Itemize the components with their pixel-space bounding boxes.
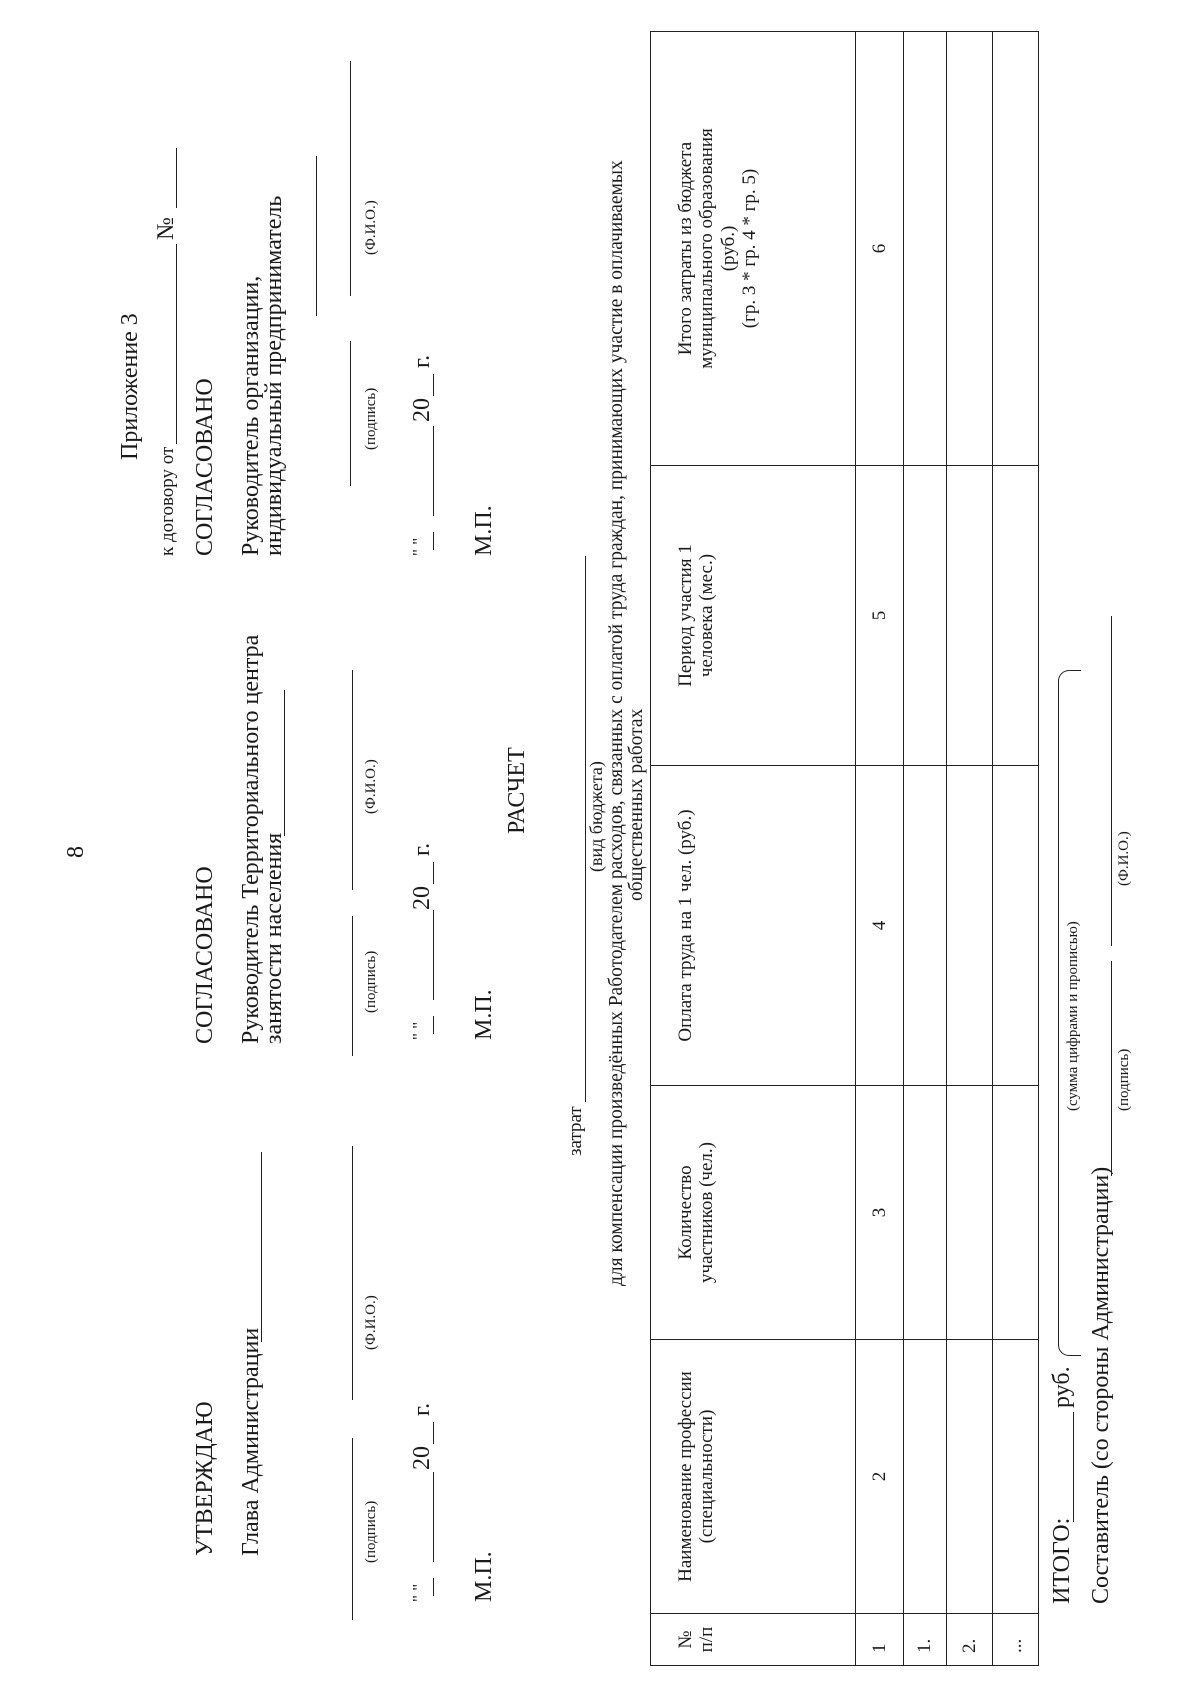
col-header-total-l1: Итого затраты из бюджета: [675, 141, 696, 356]
agreed-org-sign-line: [350, 341, 351, 486]
table-header-row: [651, 32, 856, 1666]
agreed-org-position-2: индивидуальный предприниматель: [261, 195, 287, 556]
contract-date-line: [176, 244, 177, 444]
approve-sign-line: [352, 1438, 353, 1620]
approve-sign-label: (подпись): [363, 1500, 379, 1563]
agreed-center-month-line: [433, 910, 434, 1000]
agreed-org-stamp: М.П.: [471, 505, 497, 556]
col-header-period-l1: Период участия 1: [675, 544, 696, 687]
table-numbering-row: [856, 32, 904, 1666]
table-cell: [947, 1086, 993, 1340]
numbering-cell: 6: [856, 32, 904, 466]
col-header-total: [651, 32, 856, 466]
contract-prefix: к договору от: [157, 446, 178, 556]
agreed-org-heading: СОГЛАСОВАНО: [192, 378, 218, 556]
agreed-center-position-1: Руководитель Территориального центра: [238, 634, 264, 1044]
agreed-org-month-line: [433, 426, 434, 516]
table-cell: 1.: [904, 1614, 947, 1666]
calc-purpose-1: для компенсации произведённых Работодателем расходов, связанных с оплатой труда граждан, принимающих участие в оплачиваемых: [606, 160, 627, 1286]
table-row: [947, 32, 993, 1666]
approve-name-label: (Ф.И.О.): [363, 1295, 379, 1350]
compiler-sign-line: [1111, 961, 1112, 1176]
table-cell: [993, 1086, 1039, 1340]
table-cell: [947, 32, 993, 466]
agreed-center-year-suffix: г.: [409, 842, 435, 856]
agreed-org-year-line: [433, 374, 434, 396]
approve-date-quotes: " ": [409, 1583, 428, 1602]
table-cell: [904, 1340, 947, 1614]
compiler-sign-label: (подпись): [1116, 1048, 1132, 1111]
agreed-center-date-quotes: " ": [409, 1021, 428, 1040]
agreed-center-year-line: [433, 862, 434, 884]
col-header-pay: [651, 766, 856, 1086]
approve-month-line: [433, 1472, 434, 1562]
agreed-org-name-label: (Ф.И.О.): [363, 200, 379, 255]
agreed-center-heading: СОГЛАСОВАНО: [192, 866, 218, 1044]
numbering-cell: 3: [856, 1086, 904, 1340]
approve-heading: УТВЕРЖДАЮ: [192, 1401, 218, 1556]
table-cell: [993, 32, 1039, 466]
contract-number-line: [176, 148, 177, 208]
agreed-center-position-2: занятости населения: [261, 832, 287, 1044]
approve-position-line: [261, 1152, 262, 1342]
col-header-number-l1: №: [675, 1630, 696, 1649]
total-words-line: [1058, 681, 1059, 1346]
agreed-org-year-prefix: 20: [409, 398, 435, 422]
col-header-participants-l1: Количество: [675, 1165, 696, 1260]
approve-name-line: [352, 1146, 353, 1400]
agreed-center-sign-label: (подпись): [363, 950, 379, 1013]
calc-purpose-2: общественных работах: [626, 708, 647, 901]
agreed-org-day-line: [433, 532, 434, 550]
total-amount-line: [1073, 1412, 1074, 1522]
table-cell: [993, 766, 1039, 1086]
table-cell: 2.: [947, 1614, 993, 1666]
col-header-participants: [651, 1086, 856, 1340]
table-cell: [947, 766, 993, 1086]
approve-year-prefix: 20: [409, 1446, 435, 1470]
table-cell: [993, 466, 1039, 766]
compiler-name-label: (Ф.И.О.): [1116, 831, 1132, 886]
agreed-org-date-quotes: " ": [409, 537, 428, 556]
attachment-title: Приложение 3: [117, 313, 143, 460]
table-cell: [904, 32, 947, 466]
agreed-center-sign-line: [352, 916, 353, 1056]
col-header-pay-l1: Оплата труда на 1 чел. (руб.): [675, 809, 696, 1042]
col-header-period-l2: человека (мес.): [696, 553, 718, 678]
agreed-center-name-label: (Ф.И.О.): [363, 759, 379, 814]
agreed-org-position-1: Руководитель организации,: [238, 275, 264, 556]
table-cell: [904, 466, 947, 766]
total-amount-hint: (сумма цифрами и прописью): [1065, 921, 1081, 1111]
numbering-cell: 5: [856, 466, 904, 766]
col-header-total-l3: (руб.): [717, 225, 739, 272]
total-close-paren: [1058, 670, 1081, 681]
table-row: [993, 32, 1039, 1666]
table-cell: [947, 466, 993, 766]
total-open-paren: [1058, 1345, 1081, 1356]
table-cell: [904, 1086, 947, 1340]
col-header-number: [651, 1614, 856, 1666]
approve-stamp: М.П.: [471, 1551, 497, 1602]
table-cell: [904, 766, 947, 1086]
agreed-center-name-line: [352, 670, 353, 890]
approve-year-line: [433, 1422, 434, 1444]
approve-position: Глава Администрации: [238, 1327, 264, 1556]
approve-year-suffix: г.: [409, 1402, 435, 1416]
costs-table: [650, 31, 1039, 1666]
agreed-org-sign-label: (подпись): [363, 387, 379, 450]
calc-title: РАСЧЕТ: [504, 747, 530, 834]
agreed-center-day-line: [433, 1016, 434, 1034]
table-row: [904, 32, 947, 1666]
budget-type-label: (вид бюджета): [586, 761, 606, 872]
numbering-cell: 2: [856, 1340, 904, 1614]
col-header-total-l4: (гр. 3 * гр. 4 * гр. 5): [738, 168, 760, 329]
agreed-org-name-line: [350, 61, 351, 296]
page-number: 8: [63, 846, 89, 858]
total-label: ИТОГО:: [1049, 1517, 1075, 1604]
agreed-org-year-suffix: г.: [409, 354, 435, 368]
number-sign: №: [153, 217, 179, 240]
table-cell: ...: [993, 1614, 1039, 1666]
agreed-center-stamp: М.П.: [471, 989, 497, 1040]
col-header-period: [651, 466, 856, 766]
costs-label: затрат: [565, 1106, 586, 1156]
table-cell: [947, 1340, 993, 1614]
total-currency: руб.: [1049, 1366, 1075, 1408]
numbering-cell: 1: [856, 1614, 904, 1666]
col-header-profession-l2: (специальности): [696, 1409, 718, 1544]
agreed-org-name-line-top: [316, 156, 317, 316]
compiler-label: Составитель (со стороны Администрации): [1088, 1166, 1114, 1604]
numbering-cell: 4: [856, 766, 904, 1086]
col-header-participants-l2: участников (чел.): [696, 1142, 718, 1283]
col-header-profession-l1: Наименование профессии: [675, 1371, 696, 1582]
agreed-center-year-prefix: 20: [409, 886, 435, 910]
table-cell: [993, 1340, 1039, 1614]
col-header-profession: [651, 1340, 856, 1614]
col-header-total-l2: муниципального образования: [696, 128, 718, 369]
compiler-name-line: [1111, 616, 1112, 946]
col-header-number-l2: п/п: [696, 1626, 718, 1653]
approve-day-line: [433, 1578, 434, 1596]
agreed-center-position-line: [284, 690, 285, 836]
